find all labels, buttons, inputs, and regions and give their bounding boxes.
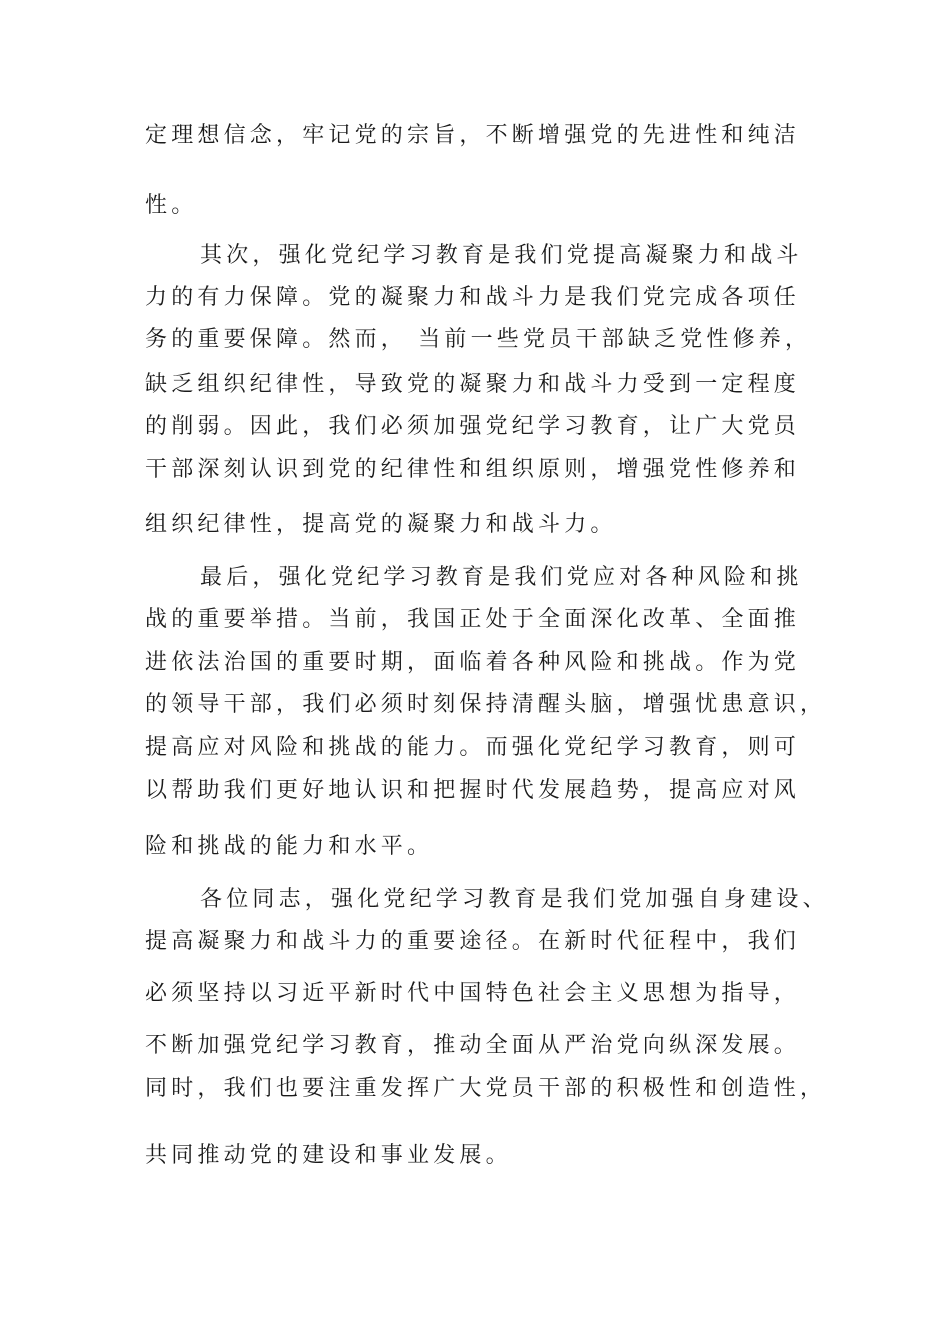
paragraph-start-line: 各位同志，强化党纪学习教育是我们党加强自身建设、: [200, 887, 829, 912]
text-line: 务的重要保障。然而， 当前一些党员干部缺乏党性修养，: [145, 327, 812, 352]
text-line: 缺乏组织纪律性，导致党的凝聚力和战斗力受到一定程度: [145, 372, 801, 397]
text-line: 同时，我们也要注重发挥广大党员干部的积极性和创造性，: [145, 1076, 827, 1101]
text-line: 以帮助我们更好地认识和把握时代发展趋势，提高应对风: [145, 778, 801, 803]
text-line: 提高凝聚力和战斗力的重要途径。在新时代征程中，我们: [145, 929, 801, 954]
text-line: 险和挑战的能力和水平。: [145, 834, 434, 859]
text-line: 的领导干部，我们必须时刻保持清醒头脑，增强忧患意识，: [145, 692, 827, 717]
text-line: 定理想信念，牢记党的宗旨，不断增强党的先进性和纯洁: [145, 123, 801, 148]
text-line: 必须坚持以习近平新时代中国特色社会主义思想为指导，: [145, 981, 801, 1006]
text-line: 力的有力保障。党的凝聚力和战斗力是我们党完成各项任: [145, 285, 801, 310]
text-line: 干部深刻认识到党的纪律性和组织原则，增强党性修养和: [145, 457, 801, 482]
text-line: 提高应对风险和挑战的能力。而强化党纪学习教育，则可: [145, 735, 801, 760]
text-line: 的削弱。因此，我们必须加强党纪学习教育，让广大党员: [145, 414, 801, 439]
paragraph-start-line: 最后，强化党纪学习教育是我们党应对各种风险和挑: [200, 565, 803, 590]
text-line: 性。: [145, 193, 198, 218]
text-line: 战的重要举措。当前，我国正处于全面深化改革、全面推: [145, 607, 801, 632]
text-line: 组织纪律性，提高党的凝聚力和战斗力。: [145, 512, 617, 537]
text-line: 进依法治国的重要时期，面临着各种风险和挑战。作为党: [145, 650, 801, 675]
paragraph-start-line: 其次，强化党纪学习教育是我们党提高凝聚力和战斗: [200, 243, 803, 268]
text-line: 不断加强党纪学习教育，推动全面从严治党向纵深发展。: [145, 1033, 801, 1058]
text-line: 共同推动党的建设和事业发展。: [145, 1143, 512, 1168]
